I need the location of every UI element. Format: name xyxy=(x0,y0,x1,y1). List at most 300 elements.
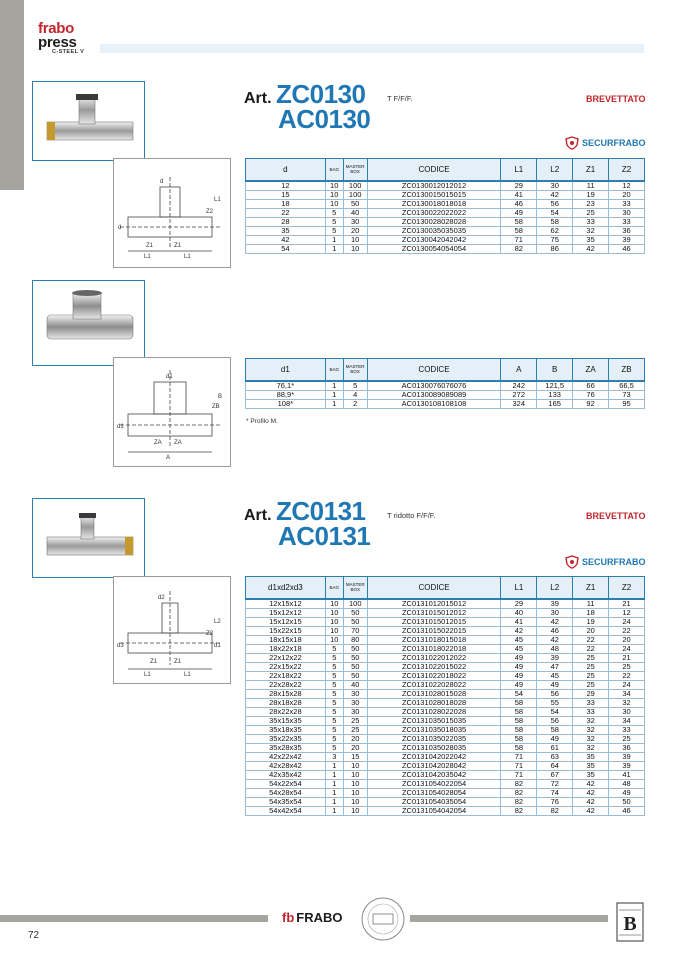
table-cell: 46 xyxy=(537,626,573,635)
table-cell: 12 xyxy=(609,181,645,191)
table-cell: 25 xyxy=(573,680,609,689)
svg-text:d: d xyxy=(118,225,122,231)
table-cell: 1 xyxy=(325,399,343,408)
table-cell: 25 xyxy=(573,662,609,671)
table-cell: ZC0131018022018 xyxy=(367,644,501,653)
column-header: Z2 xyxy=(609,577,645,599)
table-cell: 25 xyxy=(343,725,367,734)
table-cell: 5 xyxy=(325,680,343,689)
footer-bar-left xyxy=(0,915,268,922)
table-cell: 29 xyxy=(573,689,609,698)
table-cell: ZC0131042028042 xyxy=(367,761,501,770)
table-row xyxy=(246,788,645,797)
table-cell: 86 xyxy=(537,244,573,253)
table-cell: 45 xyxy=(501,635,537,644)
table-row xyxy=(246,208,645,217)
column-header: L2 xyxy=(537,159,573,181)
table-row xyxy=(246,752,645,761)
table-cell: 10 xyxy=(343,761,367,770)
table-cell: 30 xyxy=(343,707,367,716)
table-cell: 25 xyxy=(573,653,609,662)
svg-text:d1: d1 xyxy=(166,374,173,380)
table-cell: 50 xyxy=(343,617,367,626)
table-cell: 35x28x35 xyxy=(246,743,326,752)
table-cell: 20 xyxy=(343,734,367,743)
table-cell: 30 xyxy=(537,608,573,617)
table-cell: 12 xyxy=(609,608,645,617)
column-header: MASTER BOX xyxy=(343,359,367,381)
table-cell: ZC0131018015018 xyxy=(367,635,501,644)
table-cell: 50 xyxy=(343,608,367,617)
table-cell: ZC0130022022022 xyxy=(367,208,501,217)
table-cell: 4 xyxy=(343,390,367,399)
table-cell: ZC0131015022015 xyxy=(367,626,501,635)
shield-icon xyxy=(565,136,579,150)
table-cell: 36 xyxy=(609,226,645,235)
svg-text:L1: L1 xyxy=(144,672,151,678)
table-cell: 10 xyxy=(343,770,367,779)
column-header: CODICE xyxy=(367,359,501,381)
table-cell: ZC0130018018018 xyxy=(367,199,501,208)
table-row xyxy=(246,689,645,698)
table-cell: 61 xyxy=(537,743,573,752)
table-cell: 39 xyxy=(537,653,573,662)
table-cell: 50 xyxy=(343,662,367,671)
table-cell: ZC0131035022035 xyxy=(367,734,501,743)
technical-drawing-zc0130 xyxy=(113,158,231,268)
table-cell: 25 xyxy=(609,734,645,743)
table-cell: 21 xyxy=(609,653,645,662)
table-cell: ZC0130015015015 xyxy=(367,190,501,199)
table-cell: 20 xyxy=(609,190,645,199)
table-cell: 108* xyxy=(246,399,326,408)
svg-text:A: A xyxy=(166,455,171,461)
table-cell: 42 xyxy=(573,797,609,806)
table-cell: 46 xyxy=(609,244,645,253)
table-cell: 10 xyxy=(343,788,367,797)
table-row xyxy=(246,698,645,707)
table-cell: 18 xyxy=(246,199,326,208)
table-cell: 49 xyxy=(537,680,573,689)
table-cell: 32 xyxy=(609,698,645,707)
table-cell: 42x35x42 xyxy=(246,770,326,779)
table-cell: 92 xyxy=(573,399,609,408)
table-cell: 24 xyxy=(609,644,645,653)
table-cell: 20 xyxy=(573,626,609,635)
table-cell: 30 xyxy=(609,208,645,217)
table-cell: 42 xyxy=(573,244,609,253)
table-cell: 42 xyxy=(573,779,609,788)
svg-text:L2: L2 xyxy=(214,619,221,625)
table-cell: 39 xyxy=(609,235,645,244)
shield-icon xyxy=(565,555,579,569)
table-cell: 272 xyxy=(501,390,537,399)
table-cell: ZC0130012012012 xyxy=(367,181,501,191)
svg-text:L1: L1 xyxy=(184,672,191,678)
table-row xyxy=(246,217,645,226)
frabo-press-logo: frabo press C-STEEL V xyxy=(38,20,85,55)
table-cell: 32 xyxy=(573,716,609,725)
table-cell: 71 xyxy=(501,235,537,244)
table-cell: 100 xyxy=(343,181,367,191)
table-row xyxy=(246,181,645,191)
table-cell: 50 xyxy=(343,199,367,208)
table-cell: 22x15x22 xyxy=(246,662,326,671)
table-cell: 22x28x22 xyxy=(246,680,326,689)
table-cell: ZC0131022012022 xyxy=(367,653,501,662)
svg-text:Z2: Z2 xyxy=(206,631,214,637)
table-cell: ZC0131028022028 xyxy=(367,707,501,716)
table-row xyxy=(246,226,645,235)
table-cell: 10 xyxy=(325,635,343,644)
certification-seal-icon xyxy=(360,896,406,942)
table-cell: 32 xyxy=(573,743,609,752)
table-cell: 49 xyxy=(501,653,537,662)
table-cell: ZC0131022018022 xyxy=(367,671,501,680)
table-cell: 41 xyxy=(609,770,645,779)
table-cell: 54 xyxy=(246,244,326,253)
table-cell: 63 xyxy=(537,752,573,761)
table-cell: 5 xyxy=(325,743,343,752)
table-cell: 15x22x15 xyxy=(246,626,326,635)
table-cell: 71 xyxy=(501,761,537,770)
table-cell: 76 xyxy=(573,390,609,399)
table-cell: 49 xyxy=(501,662,537,671)
table-cell: 56 xyxy=(537,199,573,208)
table-cell: 50 xyxy=(609,797,645,806)
spec-table-zc0131 xyxy=(245,576,645,816)
article-title-zc0130: Art. ZC0130 AC0130 xyxy=(244,79,371,134)
table-row xyxy=(246,244,645,253)
table-cell: 24 xyxy=(609,680,645,689)
table-cell: 35x22x35 xyxy=(246,734,326,743)
svg-text:Z1: Z1 xyxy=(150,659,158,665)
table-row xyxy=(246,381,645,391)
table-cell: 50 xyxy=(343,653,367,662)
spec-table-zc0130 xyxy=(245,158,645,254)
table-cell: 54x22x54 xyxy=(246,779,326,788)
table-cell: 15x12x15 xyxy=(246,617,326,626)
table-cell: 10 xyxy=(343,244,367,253)
column-header: ZB xyxy=(609,359,645,381)
frabo-footer-logo: fb FRABO xyxy=(282,910,343,925)
table-cell: 1 xyxy=(325,770,343,779)
table-cell: 15 xyxy=(246,190,326,199)
table-cell: 32 xyxy=(573,226,609,235)
table-cell: ZC0131028018028 xyxy=(367,698,501,707)
table-row xyxy=(246,235,645,244)
table-cell: 58 xyxy=(501,698,537,707)
table-cell: 35 xyxy=(573,752,609,761)
table-cell: 5 xyxy=(325,689,343,698)
table-cell: 133 xyxy=(537,390,573,399)
table-cell: 82 xyxy=(501,788,537,797)
svg-text:d2: d2 xyxy=(158,595,165,601)
table-row xyxy=(246,797,645,806)
table-cell: 5 xyxy=(325,716,343,725)
table-row xyxy=(246,770,645,779)
table-cell: 100 xyxy=(343,599,367,609)
table-cell: 39 xyxy=(537,599,573,609)
table-cell: ZC0131054035054 xyxy=(367,797,501,806)
table-cell: 324 xyxy=(501,399,537,408)
product-photo-ac0130 xyxy=(32,280,145,366)
table-cell: ZC0131028015028 xyxy=(367,689,501,698)
spec-table-ac0130 xyxy=(245,358,645,409)
table-cell: 18 xyxy=(573,608,609,617)
table-cell: 15 xyxy=(343,752,367,761)
table-row xyxy=(246,635,645,644)
table-cell: 24 xyxy=(609,617,645,626)
column-header: B xyxy=(537,359,573,381)
table-cell: 10 xyxy=(343,806,367,815)
table-cell: 48 xyxy=(609,779,645,788)
table-cell: AC0130089089089 xyxy=(367,390,501,399)
table-cell: 46 xyxy=(609,806,645,815)
table-cell: 1 xyxy=(325,390,343,399)
column-header: MASTER BOX xyxy=(343,577,367,599)
product-photo-zc0131 xyxy=(32,498,145,578)
table-row xyxy=(246,806,645,815)
table-cell: 35x15x35 xyxy=(246,716,326,725)
svg-text:Z2: Z2 xyxy=(206,209,214,215)
table-cell: 35 xyxy=(573,761,609,770)
table-cell: ZC0131042022042 xyxy=(367,752,501,761)
table-cell: 10 xyxy=(343,797,367,806)
table-row xyxy=(246,617,645,626)
table-row xyxy=(246,653,645,662)
table-cell: 5 xyxy=(325,217,343,226)
table-cell: 35x18x35 xyxy=(246,725,326,734)
table-cell: ZC0130042042042 xyxy=(367,235,501,244)
table-cell: 1 xyxy=(325,797,343,806)
table-cell: 2 xyxy=(343,399,367,408)
table-cell: ZC0131042035042 xyxy=(367,770,501,779)
table-cell: 49 xyxy=(501,680,537,689)
table-cell: 22x18x22 xyxy=(246,671,326,680)
table-cell: 40 xyxy=(343,680,367,689)
svg-text:B: B xyxy=(218,394,223,400)
column-header: BAG xyxy=(325,359,343,381)
table-cell: 95 xyxy=(609,399,645,408)
article-subtitle: T F/F/F. xyxy=(387,94,413,103)
table-cell: 42 xyxy=(537,635,573,644)
table-cell: 20 xyxy=(343,743,367,752)
table-cell: 42 xyxy=(573,788,609,797)
table-cell: ZC0131035018035 xyxy=(367,725,501,734)
table-row xyxy=(246,716,645,725)
table-cell: 22 xyxy=(573,635,609,644)
table-row xyxy=(246,644,645,653)
table-cell: 82 xyxy=(537,806,573,815)
column-header: d1xd2xd3 xyxy=(246,577,326,599)
table-cell: 20 xyxy=(609,635,645,644)
table-cell: 39 xyxy=(609,761,645,770)
bonomi-group-logo-icon xyxy=(616,902,644,942)
table-cell: 42 xyxy=(246,235,326,244)
table-cell: 62 xyxy=(537,226,573,235)
table-cell: 58 xyxy=(501,743,537,752)
column-header: BAG xyxy=(325,577,343,599)
table-cell: 18x15x18 xyxy=(246,635,326,644)
table-cell: 47 xyxy=(537,662,573,671)
table-cell: 1 xyxy=(325,244,343,253)
table-cell: ZC0131035028035 xyxy=(367,743,501,752)
table-row xyxy=(246,608,645,617)
table-cell: 10 xyxy=(325,599,343,609)
table-cell: 33 xyxy=(573,698,609,707)
table-cell: 22 xyxy=(609,671,645,680)
table-cell: 58 xyxy=(501,707,537,716)
table-cell: 23 xyxy=(573,199,609,208)
table-cell: ZC0131054022054 xyxy=(367,779,501,788)
table-cell: 5 xyxy=(325,734,343,743)
column-header: L1 xyxy=(501,159,537,181)
table-cell: 10 xyxy=(325,190,343,199)
table-row xyxy=(246,190,645,199)
table-cell: 49 xyxy=(501,208,537,217)
table-cell: 22x12x22 xyxy=(246,653,326,662)
table-cell: 11 xyxy=(573,599,609,609)
table-cell: 32 xyxy=(573,725,609,734)
table-cell: 19 xyxy=(573,190,609,199)
table-cell: 76,1* xyxy=(246,381,326,391)
column-header: ZA xyxy=(573,359,609,381)
table-cell: 70 xyxy=(343,626,367,635)
table-cell: 29 xyxy=(501,599,537,609)
table-cell: 5 xyxy=(325,725,343,734)
table-cell: 18x22x18 xyxy=(246,644,326,653)
table-cell: 58 xyxy=(501,716,537,725)
table-cell: 12x15x12 xyxy=(246,599,326,609)
table-cell: 40 xyxy=(343,208,367,217)
table-cell: ZC0130028028028 xyxy=(367,217,501,226)
table-cell: 12 xyxy=(246,181,326,191)
table-cell: 54x35x54 xyxy=(246,797,326,806)
table-cell: 10 xyxy=(325,617,343,626)
table-cell: 41 xyxy=(501,190,537,199)
table-row xyxy=(246,390,645,399)
table-cell: 30 xyxy=(343,689,367,698)
table-cell: 75 xyxy=(537,235,573,244)
table-cell: 58 xyxy=(501,217,537,226)
table-row xyxy=(246,599,645,609)
table-cell: 34 xyxy=(609,716,645,725)
column-header: BAG xyxy=(325,159,343,181)
table-cell: 165 xyxy=(537,399,573,408)
table-row xyxy=(246,199,645,208)
table-cell: 28x22x28 xyxy=(246,707,326,716)
column-header: d1 xyxy=(246,359,326,381)
table-cell: 71 xyxy=(501,770,537,779)
table-cell: ZC0131054042054 xyxy=(367,806,501,815)
table-cell: 25 xyxy=(343,716,367,725)
table-cell: 5 xyxy=(325,671,343,680)
table-cell: 32 xyxy=(573,734,609,743)
table-cell: 58 xyxy=(501,734,537,743)
table-cell: 22 xyxy=(246,208,326,217)
table-cell: 42 xyxy=(501,626,537,635)
table-cell: 46 xyxy=(501,199,537,208)
table-cell: 80 xyxy=(343,635,367,644)
patent-label: BREVETTATO xyxy=(586,511,646,521)
table-cell: 5 xyxy=(325,226,343,235)
svg-text:L1: L1 xyxy=(184,254,191,260)
column-header: Z1 xyxy=(573,159,609,181)
table-cell: 5 xyxy=(325,707,343,716)
technical-drawing-zc0131 xyxy=(113,576,231,684)
article-title-zc0131: Art. ZC0131 AC0131 xyxy=(244,496,371,551)
table-cell: 49 xyxy=(609,788,645,797)
table-cell: 5 xyxy=(325,653,343,662)
page-number: 72 xyxy=(28,930,40,941)
column-header: d xyxy=(246,159,326,181)
table-cell: ZC0131012015012 xyxy=(367,599,501,609)
table-cell: 10 xyxy=(325,199,343,208)
table-footnote: * Profilo M. xyxy=(246,418,278,425)
table-cell: 28 xyxy=(246,217,326,226)
table-cell: 40 xyxy=(501,608,537,617)
table-cell: 11 xyxy=(573,181,609,191)
table-cell: 35 xyxy=(573,770,609,779)
table-cell: 36 xyxy=(609,743,645,752)
table-cell: 5 xyxy=(343,381,367,391)
column-header: CODICE xyxy=(367,577,501,599)
table-cell: 1 xyxy=(325,761,343,770)
table-cell: 33 xyxy=(573,707,609,716)
column-header: A xyxy=(501,359,537,381)
table-row xyxy=(246,734,645,743)
table-cell: 29 xyxy=(501,181,537,191)
table-cell: 21 xyxy=(609,599,645,609)
table-cell: 41 xyxy=(501,617,537,626)
table-row xyxy=(246,662,645,671)
table-cell: 54 xyxy=(501,689,537,698)
table-cell: 1 xyxy=(325,779,343,788)
table-cell: 10 xyxy=(343,779,367,788)
table-cell: 42 xyxy=(573,806,609,815)
table-cell: 25 xyxy=(573,208,609,217)
table-cell: 22 xyxy=(609,626,645,635)
table-cell: 54 xyxy=(537,707,573,716)
table-cell: 1 xyxy=(325,381,343,391)
table-cell: 54x28x54 xyxy=(246,788,326,797)
table-cell: 50 xyxy=(343,671,367,680)
table-cell: 242 xyxy=(501,381,537,391)
table-row xyxy=(246,725,645,734)
table-row xyxy=(246,626,645,635)
svg-text:L1: L1 xyxy=(144,254,151,260)
table-cell: 30 xyxy=(343,217,367,226)
table-cell: 64 xyxy=(537,761,573,770)
footer-bar-right xyxy=(410,915,608,922)
table-cell: 48 xyxy=(537,644,573,653)
patent-label: BREVETTATO xyxy=(586,94,646,104)
table-cell: ZC0131035015035 xyxy=(367,716,501,725)
product-photo-zc0130 xyxy=(32,81,145,161)
table-cell: AC0130108108108 xyxy=(367,399,501,408)
table-row xyxy=(246,671,645,680)
table-cell: 58 xyxy=(501,226,537,235)
table-cell: 58 xyxy=(537,217,573,226)
svg-text:B: B xyxy=(623,913,637,935)
table-cell: 66 xyxy=(573,381,609,391)
table-cell: 30 xyxy=(537,181,573,191)
column-header: L1 xyxy=(501,577,537,599)
table-cell: 30 xyxy=(609,707,645,716)
table-cell: 76 xyxy=(537,797,573,806)
table-cell: 35 xyxy=(246,226,326,235)
